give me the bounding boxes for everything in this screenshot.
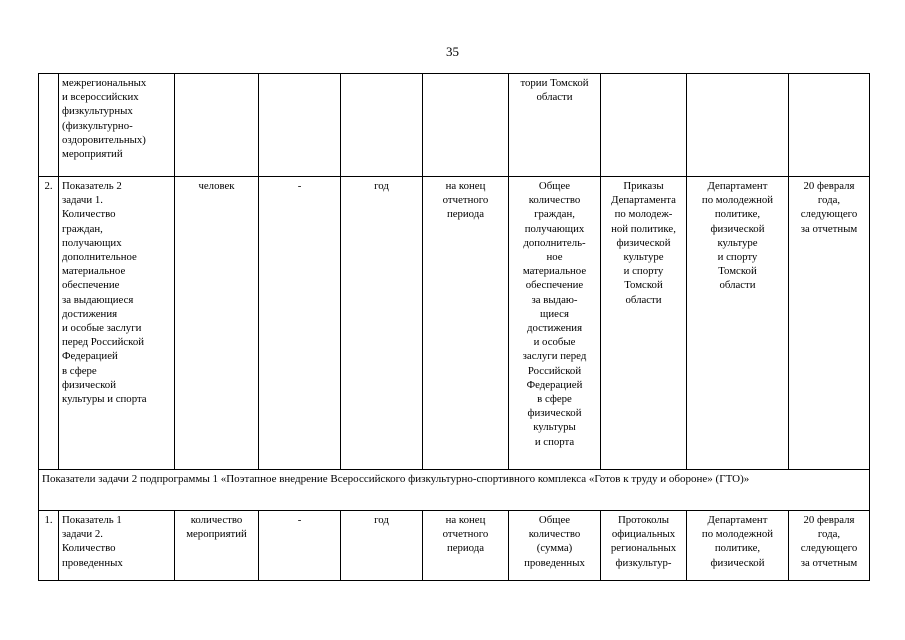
formula-cell xyxy=(259,74,341,177)
date-cell: на конец отчетного периода xyxy=(423,177,509,470)
method-cell: Общее количество (сумма) проведенных xyxy=(509,511,601,581)
formula-cell: - xyxy=(259,177,341,470)
deadline-cell: 20 февраля года, следующего за отчетным xyxy=(789,511,870,581)
deadline-cell xyxy=(789,74,870,177)
indicator-name-cell: Показатель 2 задачи 1. Количество граждан, получающих дополнительное материальное обеспечение за выдающиеся достижения и особые заслуги перед Российской Федерацией в сфере физической культуры и спорта xyxy=(59,177,175,470)
indicator-name-cell: Показатель 1 задачи 2. Количество проведенных xyxy=(59,511,175,581)
indicators-table xyxy=(38,73,870,581)
responsible-cell: Департамент по молодежной политике, физической культуре и спорту Томской области xyxy=(687,177,789,470)
deadline-cell: 20 февраля года, следующего за отчетным xyxy=(789,177,870,470)
date-cell: на конец отчетного периода xyxy=(423,511,509,581)
responsible-cell xyxy=(687,74,789,177)
responsible-cell: Департамент по молодежной политике, физической xyxy=(687,511,789,581)
source-cell: Приказы Департамента по молодеж- ной политике, физической культуре и спорту Томской области xyxy=(601,177,687,470)
unit-cell xyxy=(175,74,259,177)
section-header: Показатели задачи 2 подпрограммы 1 «Поэтапное внедрение Всероссийского физкультурно-спортивного комплекса «Готов к труду и обороне» (ГТО)» xyxy=(39,470,870,511)
period-cell: год xyxy=(341,177,423,470)
page-number: 35 xyxy=(446,44,459,59)
table-row xyxy=(39,511,870,581)
formula-cell: - xyxy=(259,511,341,581)
source-cell xyxy=(601,74,687,177)
method-cell: тории Томской области xyxy=(509,74,601,177)
source-cell: Протоколы официальных региональных физкультур- xyxy=(601,511,687,581)
period-cell: год xyxy=(341,511,423,581)
indicator-name-cell: межрегиональных и всероссийских физкультурных (физкультурно- оздоровительных) мероприятий xyxy=(59,74,175,177)
method-cell: Общее количество граждан, получающих дополнитель- ное материальное обеспечение за выдаю- щиеся достижения и особые заслуги перед Российской Федерацией в сфере физической культуры и спорта xyxy=(509,177,601,470)
section-header-row xyxy=(39,470,870,511)
unit-cell: человек xyxy=(175,177,259,470)
table-row xyxy=(39,177,870,470)
row-number-cell: 2. xyxy=(39,177,59,470)
unit-cell: количество мероприятий xyxy=(175,511,259,581)
table-row xyxy=(39,74,870,177)
period-cell xyxy=(341,74,423,177)
date-cell xyxy=(423,74,509,177)
row-number-cell xyxy=(39,74,59,177)
row-number-cell: 1. xyxy=(39,511,59,581)
